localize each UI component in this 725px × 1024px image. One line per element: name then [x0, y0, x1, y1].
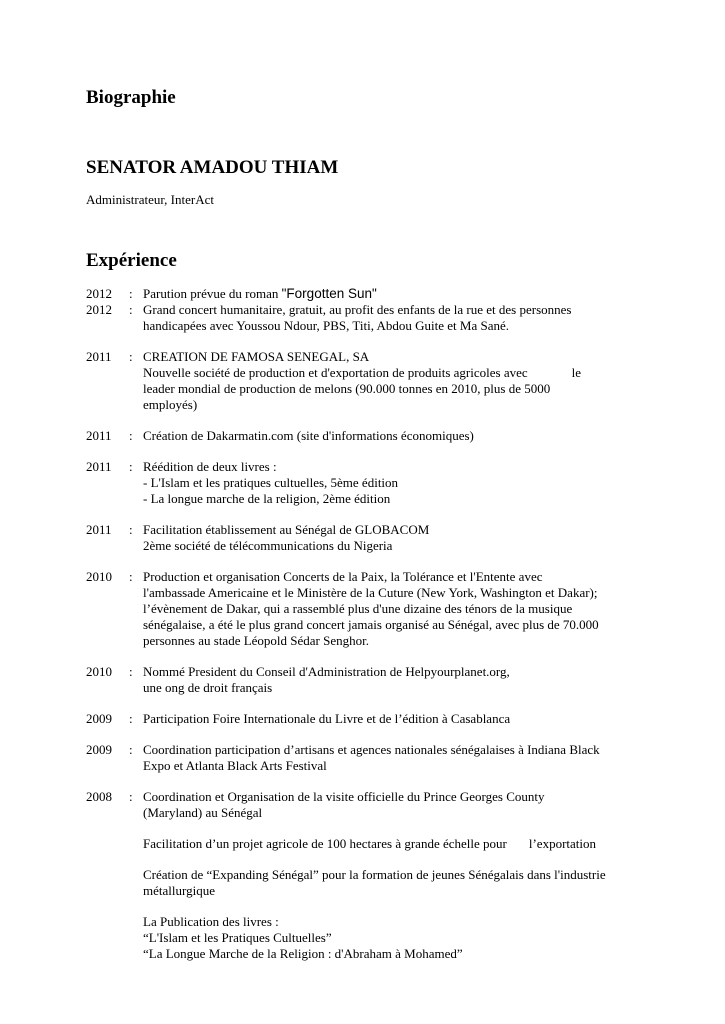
experience-entry [86, 742, 646, 774]
entry-line: - La longue marche de la religion, 2ème édition [143, 491, 391, 506]
entry-year: 2009 [86, 742, 112, 757]
entry-line: Coordination et Organisation de la visite officielle du Prince Georges County [143, 789, 545, 804]
entry-line: Grand concert humanitaire, gratuit, au profit des enfants de la rue et des personnes [143, 302, 572, 317]
experience-entry [86, 569, 646, 649]
entry-line: Production et organisation Concerts de la Paix, la Tolérance et l'Entente avec [143, 569, 543, 584]
entry-separator: : [129, 349, 133, 364]
entry-line: Nommé President du Conseil d'Administration de Helpyourplanet.org, [143, 664, 510, 679]
entry-text-tail: le [571, 365, 582, 380]
entry-line: leader mondial de production de melons (90.000 tonnes en 2010, plus de 5000 [143, 381, 551, 396]
experience-entry [86, 302, 646, 334]
experience-entry [86, 286, 646, 302]
entry-text: Nouvelle société de production et d'exportation de produits agricoles avec [143, 365, 528, 380]
entry-description [143, 302, 646, 334]
entry-separator: : [129, 428, 133, 443]
entry-line: Création de Dakarmatin.com (site d'informations économiques) [143, 428, 474, 443]
entry-line: une ong de droit français [143, 680, 273, 695]
entry-separator: : [129, 286, 133, 301]
entry-line [143, 365, 646, 381]
entry-line: 2ème société de télécommunications du Nigeria [143, 538, 393, 553]
experience-entry [86, 349, 646, 413]
entry-year: 2012 [86, 302, 112, 317]
entry-year: 2010 [86, 569, 112, 584]
entry-description [143, 664, 646, 696]
book-title: "Forgotten Sun" [281, 286, 377, 301]
entry-separator: : [129, 742, 133, 757]
entry-description [143, 428, 646, 444]
entry-line: (Maryland) au Sénégal [143, 805, 263, 820]
entry-line: l’évènement de Dakar, qui a rassemblé plus d'une dizaine des ténors de la musique [143, 601, 573, 616]
entry-separator: : [129, 711, 133, 726]
experience-entry [86, 711, 646, 727]
entry-line: handicapées avec Youssou Ndour, PBS, Titi, Abdou Guite et Ma Sané. [143, 318, 509, 333]
entry-separator: : [129, 302, 133, 317]
entry-year: 2011 [86, 522, 112, 537]
entry-description [143, 349, 646, 413]
entry-line: l'ambassade Americaine et le Ministère de la Cuture (New York, Washington et Dakar); [143, 585, 598, 600]
entry-line: Expo et Atlanta Black Arts Festival [143, 758, 327, 773]
entry-year: 2012 [86, 286, 112, 301]
entry-text-tail: l’exportation [528, 836, 597, 851]
entry-description [143, 286, 646, 302]
document-title: Biographie [86, 87, 176, 108]
entry-line: - L'Islam et les pratiques cultuelles, 5ème édition [143, 475, 399, 490]
entry-year: 2011 [86, 428, 112, 443]
entry-paragraph [143, 867, 646, 899]
entry-separator: : [129, 459, 133, 474]
entry-separator: : [129, 664, 133, 679]
entry-text: Facilitation d’un projet agricole de 100 hectares à grande échelle pour [143, 836, 507, 851]
experience-entry [86, 428, 646, 444]
section-heading-experience: Expérience [86, 250, 177, 271]
entry-description [143, 569, 646, 649]
entry-line [143, 836, 646, 852]
entry-line: personnes au stade Léopold Sédar Senghor. [143, 633, 370, 648]
entry-description [143, 522, 646, 554]
entry-year: 2009 [86, 711, 112, 726]
person-name: SENATOR AMADOU THIAM [86, 157, 339, 178]
entry-text: Parution prévue du roman [143, 286, 282, 301]
experience-entry [86, 459, 646, 507]
entry-line: Facilitation établissement au Sénégal de GLOBACOM [143, 522, 430, 537]
entry-year: 2010 [86, 664, 112, 679]
entry-line: La Publication des livres : [143, 914, 279, 929]
entry-year: 2011 [86, 349, 112, 364]
experience-entry [86, 664, 646, 696]
entry-line: Réédition de deux livres : [143, 459, 277, 474]
experience-entry [86, 522, 646, 554]
entry-line: Coordination participation d’artisans et agences nationales sénégalaises à Indiana Black [143, 742, 600, 757]
entry-separator: : [129, 789, 133, 804]
entry-line: CREATION DE FAMOSA SENEGAL, SA [143, 349, 370, 364]
experience-entry [86, 789, 646, 962]
entry-line: “L'Islam et les Pratiques Cultuelles” [143, 930, 332, 945]
entry-year: 2008 [86, 789, 112, 804]
entry-line: Création de “Expanding Sénégal” pour la formation de jeunes Sénégalais dans l'industrie [143, 867, 606, 882]
entry-year: 2011 [86, 459, 112, 474]
entry-separator: : [129, 569, 133, 584]
entry-description [143, 742, 646, 774]
entry-line: “La Longue Marche de la Religion : d'Abraham à Mohamed” [143, 946, 463, 961]
entry-line [143, 286, 646, 302]
entry-line: employés) [143, 397, 198, 412]
entry-paragraph [143, 914, 646, 962]
entry-description [143, 711, 646, 727]
entry-paragraph [143, 836, 646, 852]
entry-line: sénégalaise, a été le plus grand concert jamais organisé au Sénégal, avec plus de 70.000 [143, 617, 599, 632]
experience-list [86, 286, 646, 962]
entry-separator: : [129, 522, 133, 537]
entry-line: Participation Foire Internationale du Livre et de l’édition à Casablanca [143, 711, 511, 726]
person-role: Administrateur, InterAct [86, 192, 214, 207]
entry-line: métallurgique [143, 883, 215, 898]
entry-description [143, 789, 646, 962]
entry-description [143, 459, 646, 507]
